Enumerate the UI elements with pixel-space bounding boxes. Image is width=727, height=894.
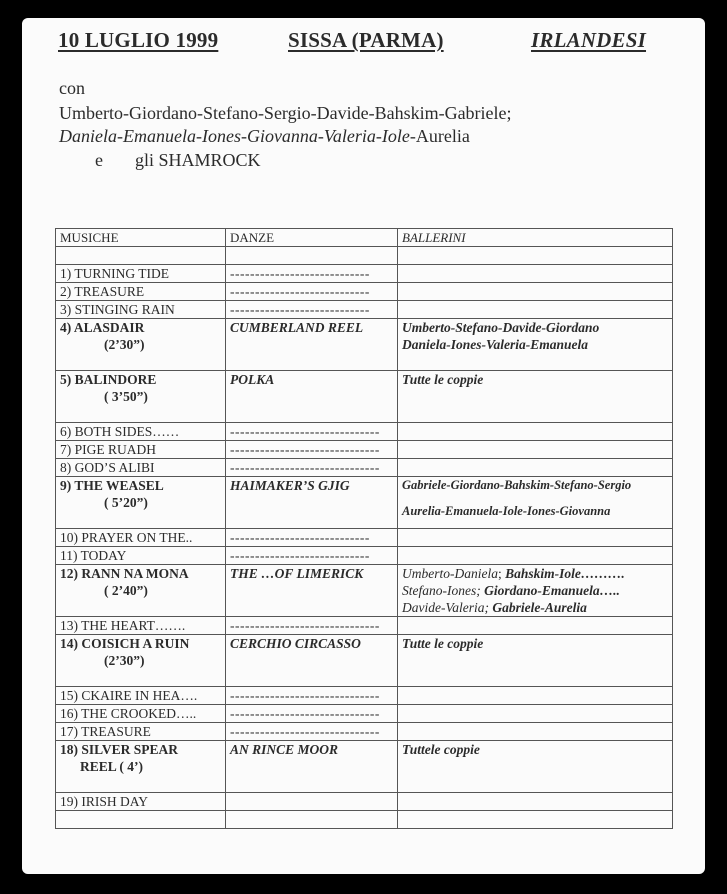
dance-cell: ---------------------------- bbox=[226, 283, 398, 301]
music-cell: 10) PRAYER ON THE.. bbox=[56, 529, 226, 547]
dance-cell: POLKA bbox=[226, 371, 398, 423]
music-cell: 19) IRISH DAY bbox=[56, 793, 226, 811]
dance-cell: ------------------------------ bbox=[226, 423, 398, 441]
dancers-cell: Umberto-Stefano-Davide-Giordano Daniela-Iones-Valeria-Emanuela bbox=[398, 319, 673, 371]
program-table bbox=[55, 228, 673, 829]
dance-cell: ---------------------------- bbox=[226, 529, 398, 547]
dance-cell: ---------------------------- bbox=[226, 547, 398, 565]
intro-women-italic: Daniela-Emanuela-Iones-Giovanna-Valeria-Iole- bbox=[59, 126, 416, 146]
table-row-empty bbox=[56, 247, 673, 265]
music-cell: 9) THE WEASEL ( 5’20”) bbox=[56, 477, 226, 529]
dance-cell bbox=[226, 793, 398, 811]
dancers-cell: Tuttele coppie bbox=[398, 741, 673, 793]
table-row bbox=[56, 423, 673, 441]
intro-women-plain: Aurelia bbox=[415, 126, 470, 146]
intro-band bbox=[59, 150, 261, 171]
header-musiche: MUSICHE bbox=[56, 229, 226, 247]
event-place: SISSA (PARMA) bbox=[288, 28, 444, 52]
music-cell: 14) COISICH A RUIN (2’30”) bbox=[56, 635, 226, 687]
table-row bbox=[56, 741, 673, 793]
header-ballerini: BALLERINI bbox=[398, 229, 673, 247]
music-cell: 11) TODAY bbox=[56, 547, 226, 565]
dance-cell: CUMBERLAND REEL bbox=[226, 319, 398, 371]
dancers-cell: Gabriele-Giordano-Bahskim-Stefano-Sergio Aurelia-Emanuela-Iole-Iones-Giovanna bbox=[398, 477, 673, 529]
dance-cell: ------------------------------ bbox=[226, 441, 398, 459]
table-row bbox=[56, 617, 673, 635]
dance-cell: ---------------------------- bbox=[226, 265, 398, 283]
intro-e: e bbox=[95, 150, 103, 170]
music-cell: 4) ALASDAIR (2’30”) bbox=[56, 319, 226, 371]
table-row bbox=[56, 371, 673, 423]
document-page bbox=[22, 18, 705, 874]
table-header-row bbox=[56, 229, 673, 247]
music-cell: 17) TREASURE bbox=[56, 723, 226, 741]
dance-cell: THE …OF LIMERICK bbox=[226, 565, 398, 617]
table-row bbox=[56, 301, 673, 319]
dance-cell: HAIMAKER’S GJIG bbox=[226, 477, 398, 529]
table-row bbox=[56, 687, 673, 705]
dance-cell: ------------------------------ bbox=[226, 617, 398, 635]
dance-cell: ------------------------------ bbox=[226, 705, 398, 723]
table-row bbox=[56, 529, 673, 547]
table-row bbox=[56, 793, 673, 811]
dance-cell: ---------------------------- bbox=[226, 301, 398, 319]
table-row bbox=[56, 635, 673, 687]
table-row bbox=[56, 441, 673, 459]
event-date: 10 LUGLIO 1999 bbox=[58, 28, 219, 52]
intro-men: Umberto-Giordano-Stefano-Sergio-Davide-Bahskim-Gabriele; bbox=[59, 103, 512, 123]
music-cell: 13) THE HEART……. bbox=[56, 617, 226, 635]
table-row bbox=[56, 565, 673, 617]
music-cell: 3) STINGING RAIN bbox=[56, 301, 226, 319]
table-row bbox=[56, 723, 673, 741]
event-group: IRLANDESI bbox=[531, 28, 647, 52]
music-cell: 2) TREASURE bbox=[56, 283, 226, 301]
table-row bbox=[56, 477, 673, 529]
table-row bbox=[56, 283, 673, 301]
header-danze: DANZE bbox=[226, 229, 398, 247]
music-cell: 7) PIGE RUADH bbox=[56, 441, 226, 459]
table-row bbox=[56, 705, 673, 723]
music-cell: 6) BOTH SIDES…… bbox=[56, 423, 226, 441]
music-cell: 1) TURNING TIDE bbox=[56, 265, 226, 283]
intro-band-name: gli SHAMROCK bbox=[135, 150, 261, 170]
intro-women bbox=[59, 126, 470, 147]
dance-cell: ------------------------------ bbox=[226, 723, 398, 741]
dancers-cell: Tutte le coppie bbox=[398, 635, 673, 687]
dance-cell: ------------------------------ bbox=[226, 687, 398, 705]
dancers-cell: Tutte le coppie bbox=[398, 371, 673, 423]
table-row bbox=[56, 459, 673, 477]
dance-cell: AN RINCE MOOR bbox=[226, 741, 398, 793]
table-row bbox=[56, 265, 673, 283]
music-cell: 16) THE CROOKED….. bbox=[56, 705, 226, 723]
dancers-cell: Umberto-Daniela; Bahskim-Iole………. Stefano-Iones; Giordano-Emanuela….. Davide-Valeria; Gabriele-Aurelia bbox=[398, 565, 673, 617]
dance-cell: ------------------------------ bbox=[226, 459, 398, 477]
music-cell: 15) CKAIRE IN HEA…. bbox=[56, 687, 226, 705]
music-cell: 8) GOD’S ALIBI bbox=[56, 459, 226, 477]
table-row-empty bbox=[56, 811, 673, 829]
dance-cell: CERCHIO CIRCASSO bbox=[226, 635, 398, 687]
music-cell: 12) RANN NA MONA ( 2’40”) bbox=[56, 565, 226, 617]
table-row bbox=[56, 319, 673, 371]
intro-con: con bbox=[59, 78, 85, 98]
music-cell: 5) BALINDORE ( 3’50”) bbox=[56, 371, 226, 423]
music-cell: 18) SILVER SPEAR REEL ( 4’) bbox=[56, 741, 226, 793]
table-row bbox=[56, 547, 673, 565]
